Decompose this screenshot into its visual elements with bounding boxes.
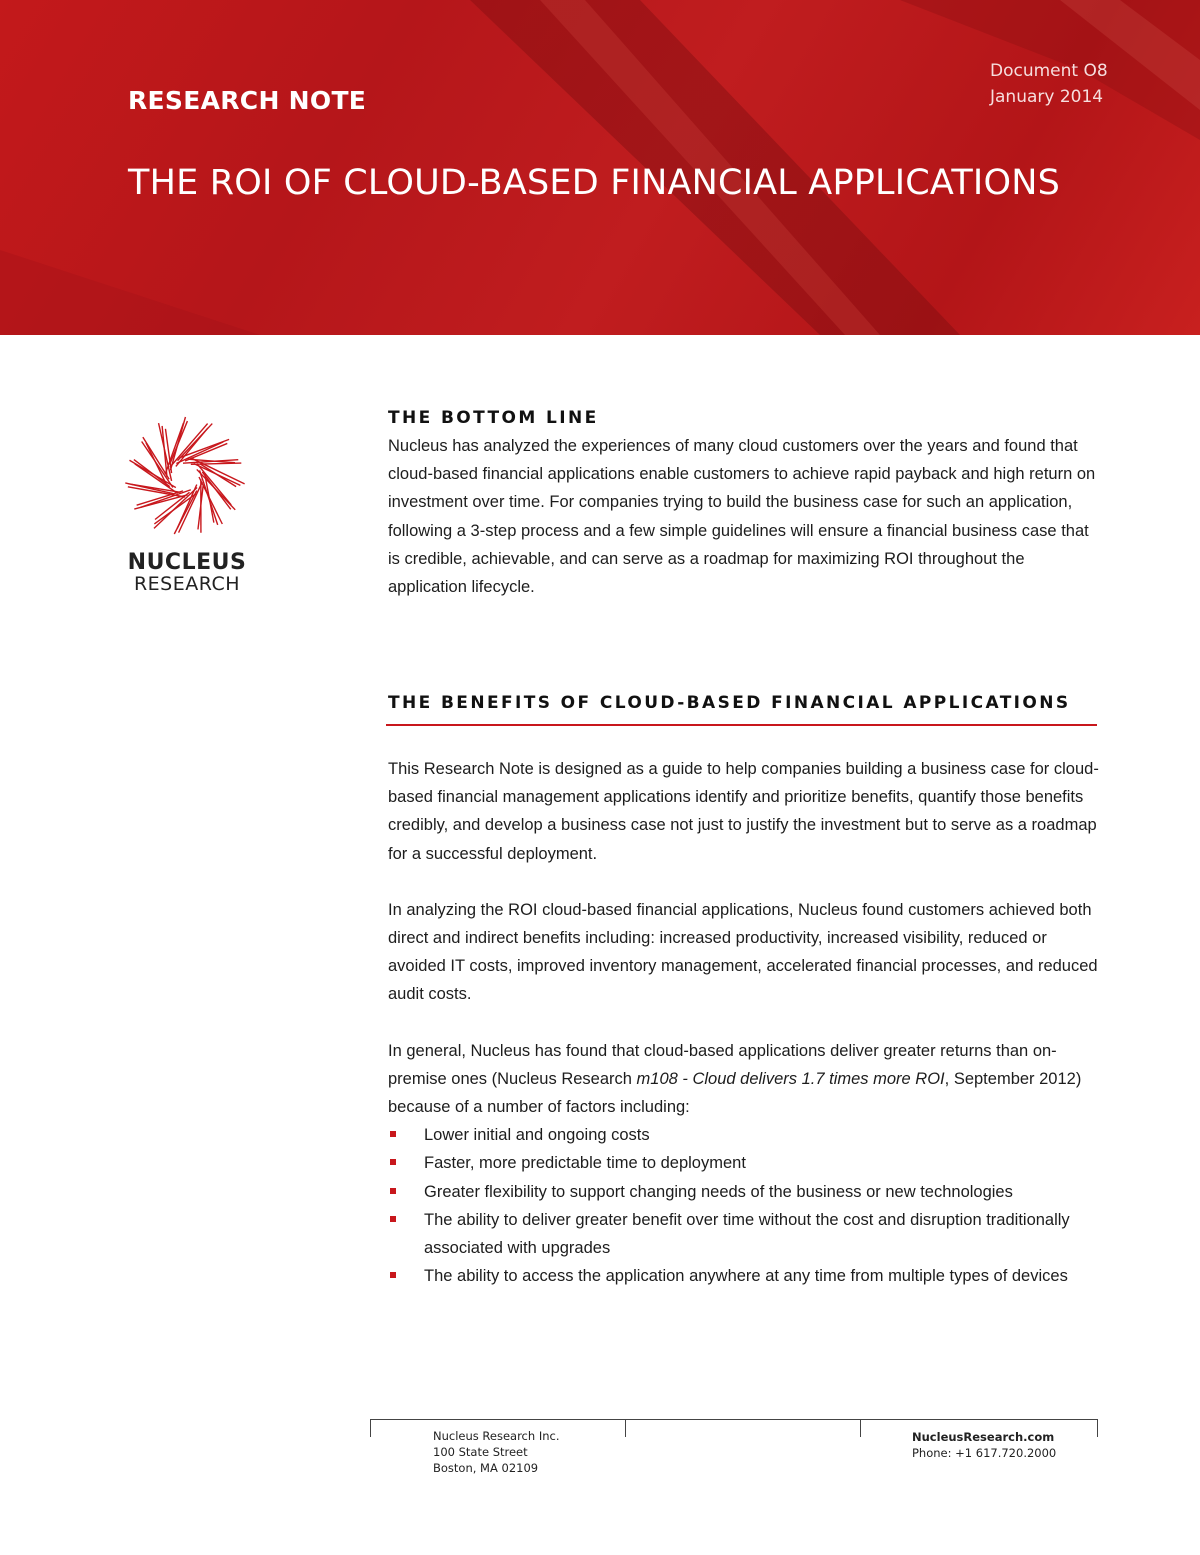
benefit-factors-list (388, 1121, 1100, 1290)
bullet-square-icon (390, 1131, 396, 1137)
bullet-square-icon (390, 1159, 396, 1165)
document-date: January 2014 (990, 87, 1104, 107)
list-item (388, 1178, 1100, 1206)
list-item (388, 1262, 1100, 1290)
footer-street: 100 State Street (433, 1445, 528, 1459)
logo-ray (134, 460, 170, 487)
citation-title: m108 - Cloud delivers 1.7 times more ROI (636, 1069, 945, 1088)
page-title: THE ROI OF CLOUD-BASED FINANCIAL APPLICATIONS (128, 163, 1060, 203)
nucleus-logo (112, 412, 262, 594)
footer-rule (370, 1419, 1098, 1420)
footer-contact (912, 1429, 1056, 1461)
logo-ray (191, 463, 241, 464)
list-item-text: The ability to access the application anywhere at any time from multiple types of devices (424, 1267, 1068, 1286)
bottom-line-text: Nucleus has analyzed the experiences of many cloud customers over the years and found that cloud-based financial applications enable customers to achieve rapid payback and high return on investment over time. For companies trying to build the business case for such an application, following a 3-step process and a few simple guidelines will ensure a financial business case that is credible, achievable, and can serve as a roadmap for maximizing ROI throughout the application lifecycle. (388, 437, 1096, 597)
benefits-heading: THE BENEFITS OF CLOUD-BASED FINANCIAL APPLICATIONS (388, 693, 1071, 713)
list-item-text: Greater flexibility to support changing needs of the business or new technologies (424, 1182, 1013, 1201)
footer-phone: Phone: +1 617.720.2000 (912, 1446, 1057, 1460)
benefits-section (388, 693, 1100, 713)
footer-tick (625, 1419, 626, 1437)
footer-city: Boston, MA 02109 (433, 1461, 539, 1475)
list-item-text: Faster, more predictable time to deployment (424, 1154, 746, 1173)
bottom-line-section (388, 408, 1100, 601)
footer-tick (370, 1419, 371, 1437)
paragraph-3-end: , September 2012) because of a number of factors including: (388, 1069, 1082, 1117)
page-footer (370, 1419, 1098, 1499)
research-note-label: RESEARCH NOTE (128, 86, 367, 115)
sunburst-logo-icon (120, 412, 250, 542)
footer-tick (860, 1419, 861, 1437)
paragraph-3-start: In general, Nucleus has found that cloud-based applications deliver greater returns than on-premise ones (Nucleus Research (388, 1041, 1057, 1088)
document-meta (990, 58, 1108, 110)
logo-wordmark-line1: NUCLEUS (127, 550, 247, 575)
document-number: Document O8 (990, 61, 1108, 81)
footer-tick (1097, 1419, 1098, 1437)
logo-ray (134, 495, 187, 509)
list-item (388, 1121, 1100, 1149)
benefits-paragraph-2: In analyzing the ROI cloud-based financial applications, Nucleus found customers achieved both direct and indirect benefits including: increased productivity, increased visibility, reduced or avoided IT costs, improved inventory management, accelerated financial processes, and reduced audit costs. (388, 900, 1098, 1004)
header-banner (0, 0, 1200, 335)
list-item-text: The ability to deliver greater benefit over time without the cost and disruption traditionally associated with upgrades (424, 1210, 1070, 1258)
footer-website-link[interactable]: NucleusResearch.com (912, 1430, 1055, 1444)
list-item (388, 1206, 1100, 1262)
bullet-square-icon (390, 1272, 396, 1278)
benefits-paragraph-1: This Research Note is designed as a guide to help companies building a business case for cloud-based financial management applications identify and prioritize benefits, quantify those benefits credibly, and develop a business case not just to justify the investment but to serve as a roadmap for a successful deployment. (388, 760, 1099, 863)
section-divider (386, 724, 1097, 726)
bullet-square-icon (390, 1216, 396, 1222)
bullet-square-icon (390, 1188, 396, 1194)
logo-wordmark-line2: RESEARCH (133, 573, 241, 595)
bottom-line-heading: THE BOTTOM LINE (388, 408, 599, 428)
list-item-text: Lower initial and ongoing costs (424, 1126, 650, 1145)
list-item (388, 1149, 1100, 1177)
benefits-body (388, 755, 1100, 1290)
benefits-paragraph-3 (388, 1037, 1100, 1122)
footer-company: Nucleus Research Inc. (433, 1429, 560, 1443)
footer-address (433, 1428, 559, 1476)
